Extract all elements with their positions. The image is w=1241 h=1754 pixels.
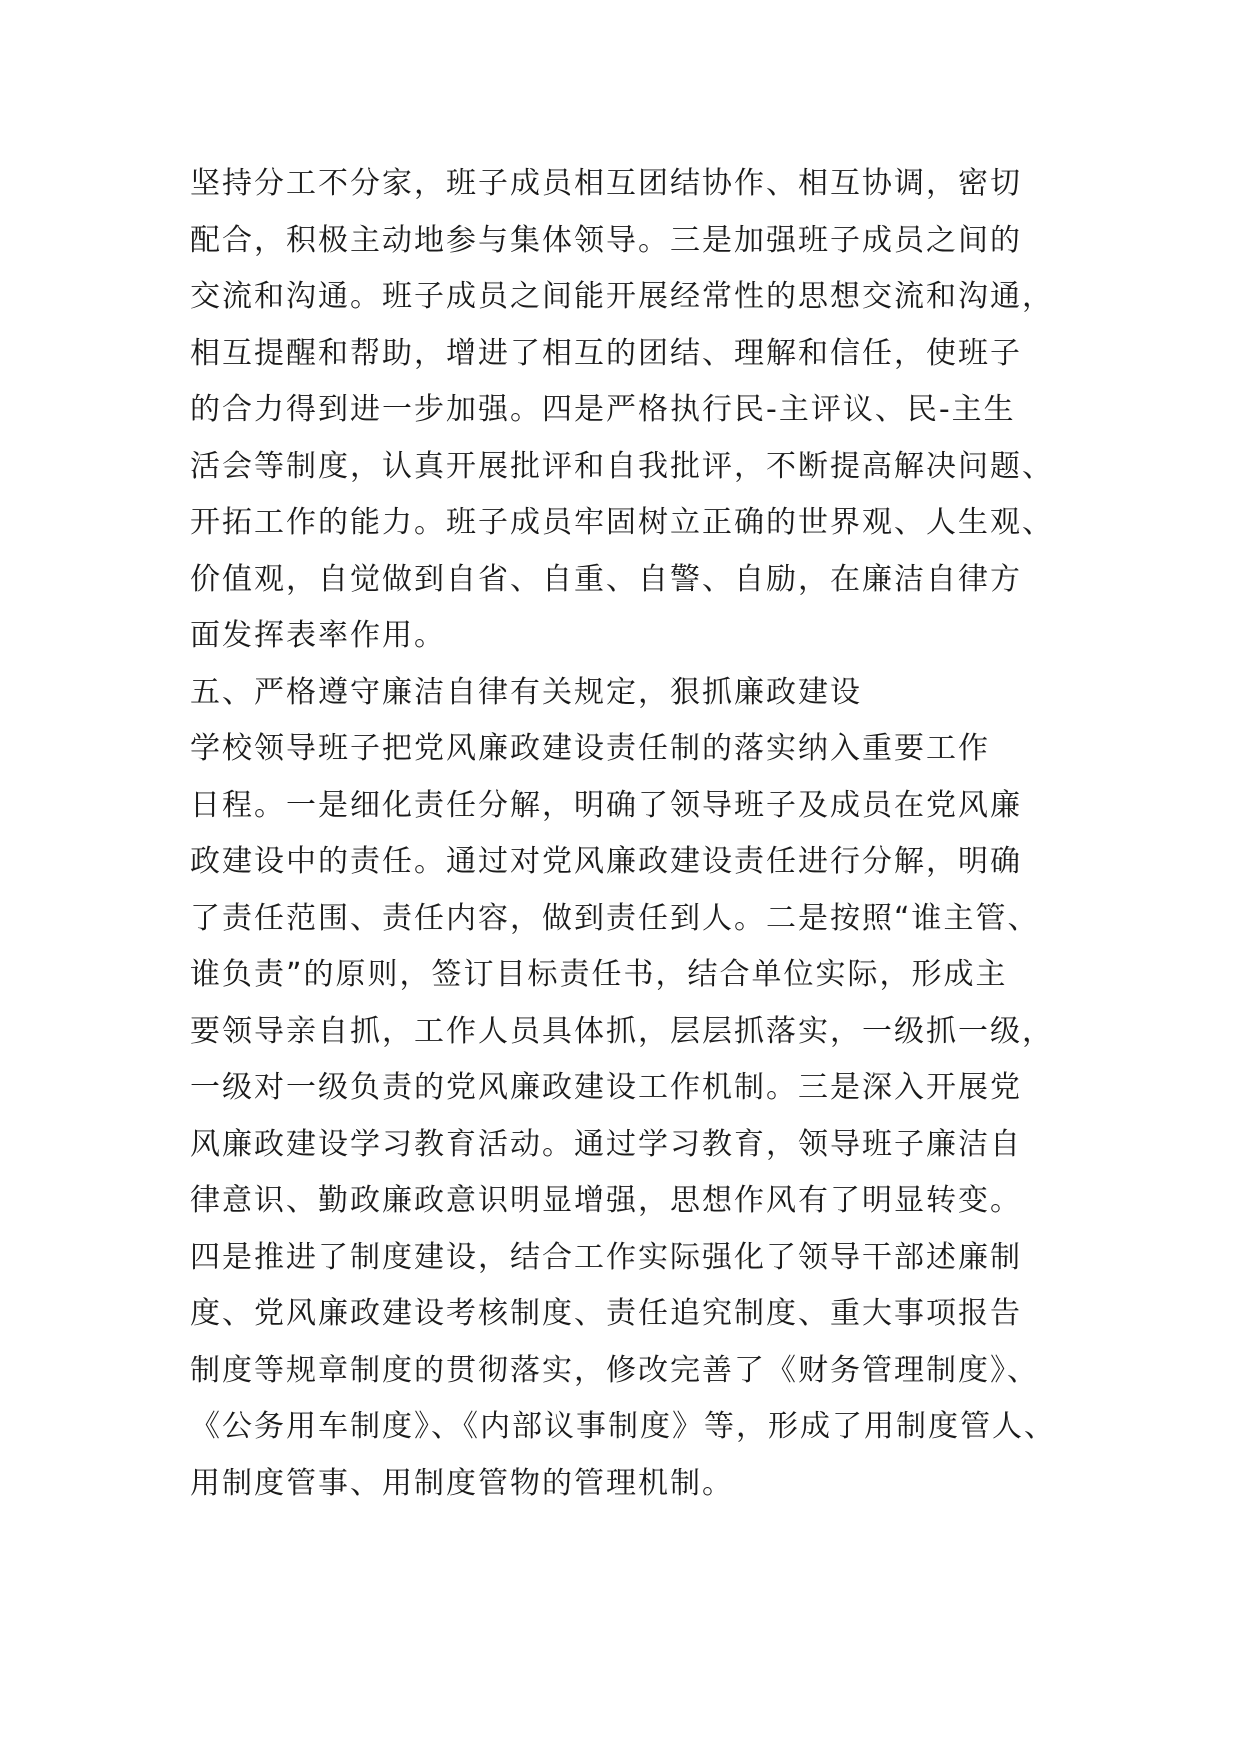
text-line: 政建设中的责任。通过对党风廉政建设责任进行分解，明确 <box>190 844 1022 879</box>
text-line: 交流和沟通。班子成员之间能开展经常性的思想交流和沟通， <box>190 279 1054 314</box>
text-line: 学校领导班子把党风廉政建设责任制的落实纳入重要工作 <box>190 731 990 766</box>
text-line: 配合，积极主动地参与集体领导。三是加强班子成员之间的 <box>190 222 1022 258</box>
text-line: 度、党风廉政建设考核制度、责任追究制度、重大事项报告 <box>190 1296 1022 1331</box>
text-line: 坚持分工不分家，班子成员相互团结协作、相互协调，密切 <box>190 166 1022 201</box>
text-line: 的合力得到进一步加强。四是严格执行民-主评议、民-主生 <box>190 392 1016 427</box>
text-line: 活会等制度，认真开展批评和自我批评，不断提高解决问题、 <box>190 448 1054 484</box>
text-line: 《公务用车制度》、《内部议事制度》等，形成了用制度管人、 <box>190 1409 1056 1444</box>
text-line: 制度等规章制度的贯彻落实，修改完善了《财务管理制度》、 <box>190 1352 1039 1388</box>
text-line: 四是推进了制度建设，结合工作实际强化了领导干部述廉制 <box>190 1239 1022 1275</box>
text-line: 风廉政建设学习教育活动。通过学习教育，领导班子廉洁自 <box>190 1126 1022 1162</box>
text-line: 律意识、勤政廉政意识明显增强，思想作风有了明显转变。 <box>190 1183 1022 1218</box>
text-line: 一级对一级负责的党风廉政建设工作机制。三是深入开展党 <box>190 1070 1022 1105</box>
text-line: 日程。一是细化责任分解，明确了领导班子及成员在党风廉 <box>190 787 1022 823</box>
text-line: 了责任范围、责任内容，做到责任到人。二是按照“谁主管、 <box>190 900 1040 936</box>
text-line: 谁负责”的原则，签订目标责任书，结合单位实际，形成主 <box>190 957 1008 992</box>
text-line: 价值观，自觉做到自省、自重、自警、自励，在廉洁自律方 <box>190 561 1022 597</box>
section-heading: 五、严格遵守廉洁自律有关规定，狠抓廉政建设 <box>190 674 862 710</box>
text-line: 要领导亲自抓，工作人员具体抓，层层抓落实，一级抓一级， <box>190 1013 1054 1049</box>
text-line: 用制度管事、用制度管物的管理机制。 <box>190 1465 734 1501</box>
text-line: 面发挥表率作用。 <box>190 618 446 653</box>
body-text <box>190 156 1090 1512</box>
text-line: 相互提醒和帮助，增进了相互的团结、理解和信任，使班子 <box>190 335 1022 371</box>
text-line: 开拓工作的能力。班子成员牢固树立正确的世界观、人生观、 <box>190 505 1054 540</box>
